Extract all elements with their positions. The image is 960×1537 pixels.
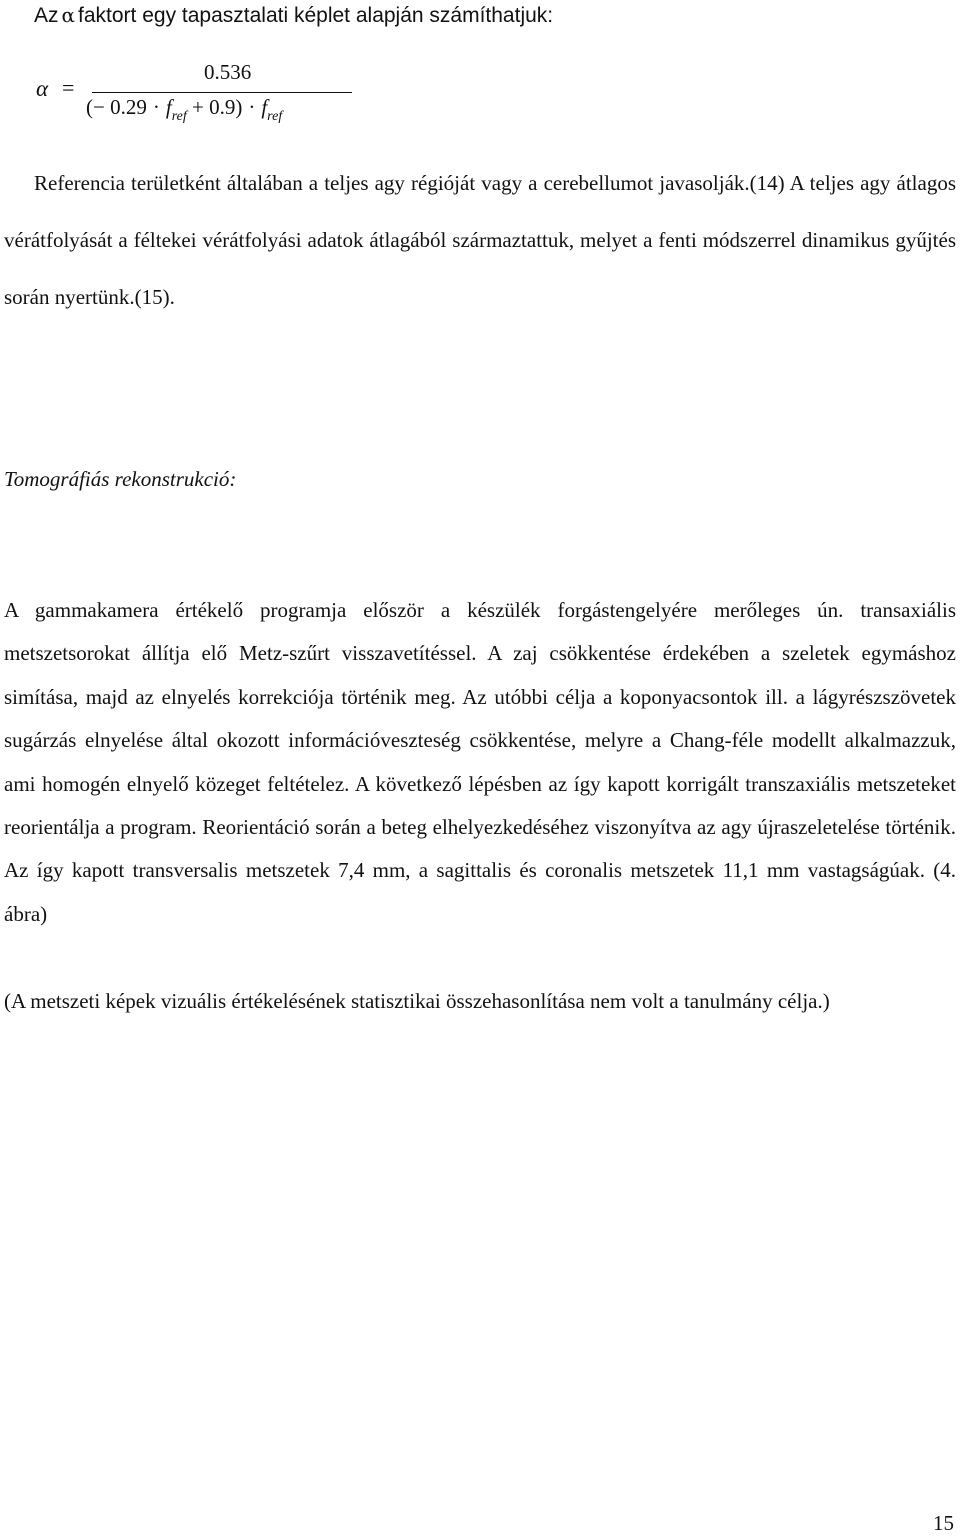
intro-after: faktort egy tapasztalati képlet alapján számíthatjuk: xyxy=(78,4,554,27)
paragraph-reference-region: Referencia területként általában a teljes agy régióját vagy a cerebellumot javasolják.(14) A teljes agy átlagos vérátfolyását a féltekei vérátfolyási adatok átlagából származtattuk, melyet a fenti módszerrel dinamikus gyűjtés során nyertünk.(15). xyxy=(4,171,956,309)
section-heading: Tomográfiás rekonstrukció: xyxy=(4,467,237,491)
fraction-bar xyxy=(92,92,352,93)
paragraph-note: (A metszeti képek vizuális értékelésének statisztikai összehasonlítása nem volt a tanulmány célja.) xyxy=(4,989,830,1013)
formula-equals: = xyxy=(62,75,75,100)
formula-open-paren: ( xyxy=(86,95,93,119)
formula-sub1: ref xyxy=(171,109,187,124)
alpha-symbol: α xyxy=(61,3,76,27)
paragraph-reconstruction: A gammakamera értékelő programja először a készülék forgástengelyére merőleges ún. transaxiális metszetsorokat állítja elő Metz-szűrt visszavetítéssel. A zaj csökkentése érdekében a szeletek egymáshoz simítása, majd az elnyelés korrekciója történik meg. Az utóbbi célja a koponyacsontok ill. a lágyrészszövetek sugárzás elnyelése által okozott információveszteség csökkentése, melyre a Chang-féle modellt alkalmazzuk, ami homogén elnyelő közeget feltételez. A következő lépésben az így kapott korrigált transzaxiális metszeteket reorientálja a program. Reorientáció során a beteg elhelyezkedéséhez viszonyítva az agy újraszeletelése történik. Az így kapott transversalis metszetek 7,4 mm, a sagittalis és coronalis metszetek 11,1 mm vastagságúak. (4. ábra) xyxy=(4,598,956,926)
formula-denominator xyxy=(86,95,283,124)
formula-plus-term: + 0.9) xyxy=(191,95,243,119)
formula-minus-term: − 0.29 xyxy=(93,95,147,119)
formula-lhs: α xyxy=(36,76,49,101)
formula-f1: f xyxy=(165,95,172,119)
formula-f2: f xyxy=(261,95,268,119)
alpha-formula xyxy=(36,56,336,132)
formula-sub2: ref xyxy=(267,109,283,124)
multiply-dot: · xyxy=(152,95,160,119)
multiply-dot: · xyxy=(248,95,256,119)
formula-intro-text xyxy=(34,0,553,31)
formula-numerator: 0.536 xyxy=(204,60,252,84)
intro-before: Az xyxy=(34,4,59,27)
page-number: 15 xyxy=(933,1511,954,1535)
